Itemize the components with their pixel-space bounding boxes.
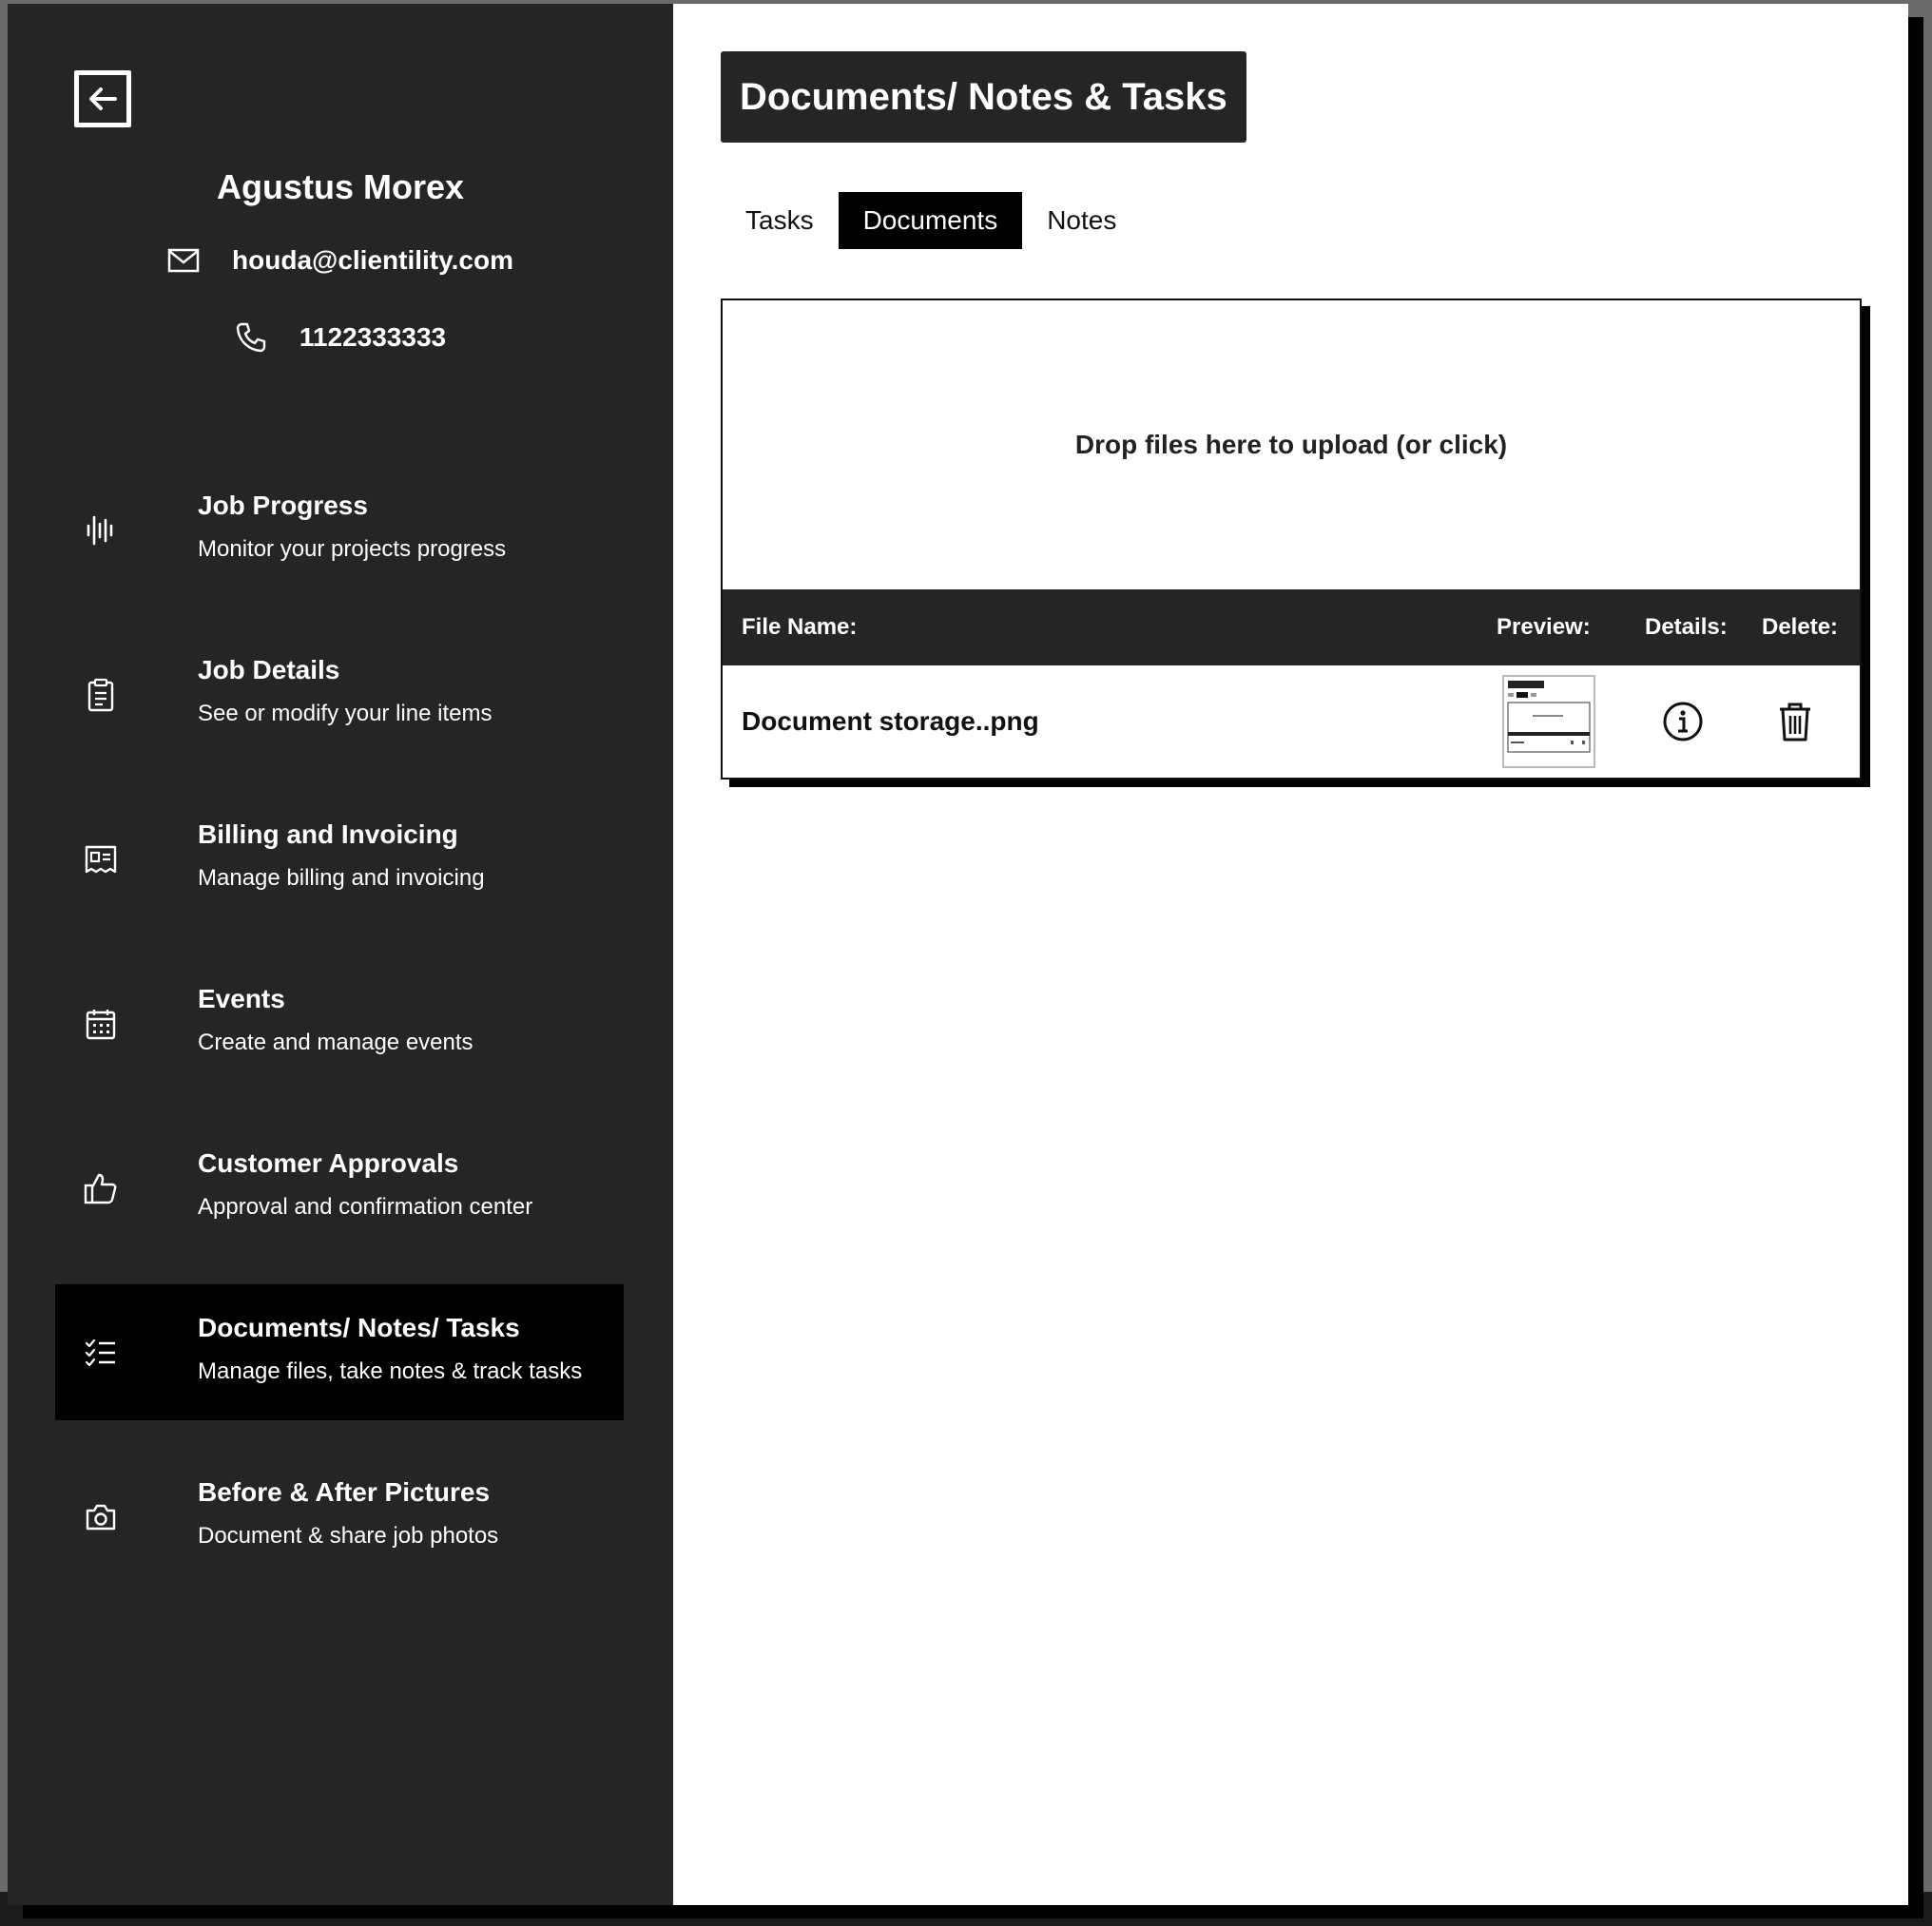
header-file-name: File Name:: [742, 614, 858, 640]
documents-panel: [721, 299, 1862, 780]
back-button[interactable]: [74, 70, 131, 127]
mail-icon: [167, 248, 200, 273]
sidebar-item-subtitle: Approval and confirmation center: [198, 1194, 533, 1220]
checklist-icon: [84, 1336, 118, 1370]
sidebar-item-subtitle: Create and manage events: [198, 1030, 473, 1055]
sidebar-item-title: Documents/ Notes/ Tasks: [198, 1313, 520, 1342]
tab-bar: [721, 192, 1141, 249]
profile-name: Agustus Morex: [216, 167, 465, 206]
phone-icon: [235, 321, 267, 354]
info-button[interactable]: [1662, 701, 1704, 742]
table-header: [723, 589, 1860, 665]
header-preview: Preview:: [1497, 614, 1591, 640]
sidebar-item-title: Billing and Invoicing: [198, 819, 458, 849]
sidebar-item-subtitle: Manage files, take notes & track tasks: [198, 1358, 583, 1384]
tab-notes[interactable]: Notes: [1047, 205, 1117, 235]
tab-tasks[interactable]: Tasks: [745, 205, 814, 235]
file-preview-thumbnail[interactable]: [1502, 675, 1595, 768]
tab-documents[interactable]: Documents: [839, 192, 1023, 249]
sidebar-item-customer-approvals[interactable]: [55, 1120, 624, 1256]
sidebar-item-subtitle: Monitor your projects progress: [198, 536, 507, 562]
sidebar-item-title: Customer Approvals: [198, 1148, 459, 1178]
sidebar-item-title: Job Progress: [198, 491, 368, 520]
email-row: [8, 245, 673, 276]
phone-row: [8, 321, 673, 354]
clipboard-icon: [84, 678, 118, 712]
header-delete: Delete:: [1762, 614, 1839, 640]
sidebar-item-title: Before & After Pictures: [198, 1477, 491, 1507]
sidebar-item-subtitle: Document & share job photos: [198, 1523, 499, 1549]
thumbs-up-icon: [84, 1171, 118, 1205]
sidebar-item-billing[interactable]: [55, 791, 624, 927]
sidebar-item-events[interactable]: [55, 955, 624, 1091]
sidebar-item-documents-notes-tasks[interactable]: [55, 1284, 624, 1420]
delete-button[interactable]: [1776, 701, 1814, 742]
profile-phone[interactable]: 1122333333: [299, 322, 447, 352]
camera-icon: [84, 1500, 118, 1534]
calendar-icon: [84, 1007, 118, 1041]
profile-email[interactable]: houda@clientility.com: [232, 245, 513, 275]
sidebar-item-subtitle: See or modify your line items: [198, 701, 493, 726]
modal-dialog: [8, 4, 1908, 1905]
file-dropzone[interactable]: [723, 300, 1860, 589]
sidebar-item-title: Events: [198, 984, 285, 1013]
sidebar-item-title: Job Details: [198, 655, 340, 684]
sidebar: [8, 4, 673, 1905]
dropzone-text: Drop files here to upload (or click): [1074, 430, 1508, 459]
file-name: Document storage..png: [742, 706, 1039, 736]
main-content: [673, 4, 1908, 1905]
table-row: [723, 665, 1860, 778]
arrow-left-icon: [87, 85, 119, 113]
sidebar-item-job-progress[interactable]: [55, 462, 624, 598]
waveform-icon: [84, 513, 118, 548]
trash-icon: [1776, 701, 1814, 742]
sidebar-item-before-after-pictures[interactable]: [55, 1449, 624, 1585]
sidebar-item-subtitle: Manage billing and invoicing: [198, 865, 485, 891]
page-title: Documents/ Notes & Tasks: [721, 51, 1246, 143]
sidebar-item-job-details[interactable]: [55, 626, 624, 762]
invoice-icon: [84, 842, 118, 876]
header-details: Details:: [1645, 614, 1728, 640]
preview-image-icon: [1504, 677, 1594, 766]
info-icon: [1662, 701, 1704, 742]
